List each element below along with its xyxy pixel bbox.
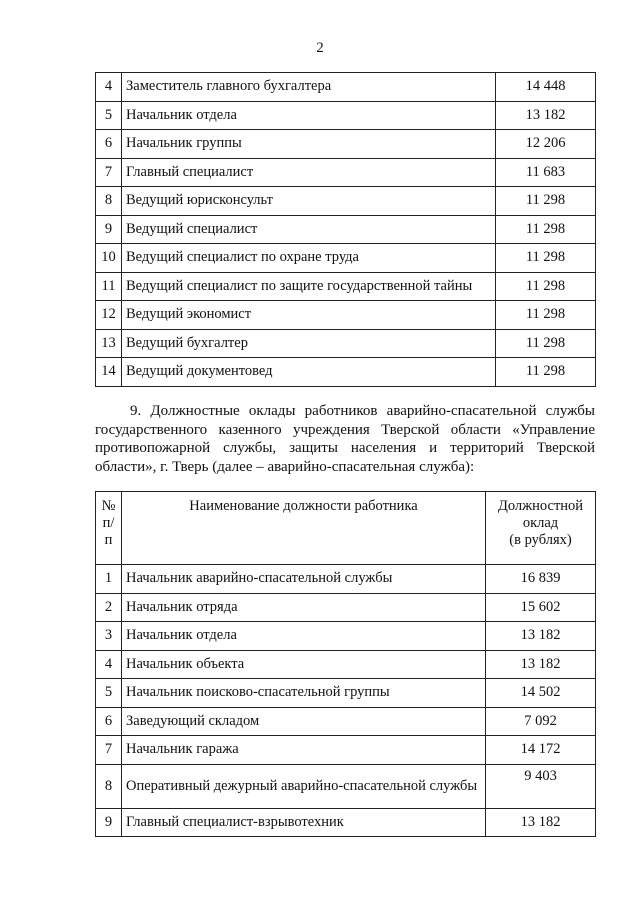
position-name: Ведущий документовед: [122, 358, 496, 387]
table-row: [96, 215, 596, 244]
table-row: [96, 650, 596, 679]
position-name: Заведующий складом: [122, 707, 486, 736]
position-name: Начальник объекта: [122, 650, 486, 679]
table-row: [96, 808, 596, 837]
position-name: Ведущий экономист: [122, 301, 496, 330]
row-number: 5: [96, 101, 122, 130]
position-name: Главный специалист: [122, 158, 496, 187]
table-row: [96, 130, 596, 159]
table-row: [96, 187, 596, 216]
paragraph-9: 9. Должностные оклады работников аварийно-спасательной службы государственного казенного учреждения Тверской области «Управление противопожарной службы, защиты населения и территорий Тверской области», г. Тверь (далее – аварийно-спасательная служба):: [95, 403, 595, 475]
header-number: [96, 492, 122, 565]
position-name: Ведущий бухгалтер: [122, 329, 496, 358]
position-name: Начальник отдела: [122, 622, 486, 651]
row-number: 8: [96, 764, 122, 808]
position-name: Ведущий юрисконсульт: [122, 187, 496, 216]
salary-value: 11 298: [496, 215, 596, 244]
table-row: [96, 622, 596, 651]
salary-value: 14 448: [496, 73, 596, 102]
table-row: [96, 329, 596, 358]
header-number-line1: №: [101, 498, 116, 514]
row-number: 4: [96, 650, 122, 679]
table-row: [96, 244, 596, 273]
table-row: [96, 707, 596, 736]
salary-value: 9 403: [486, 764, 596, 808]
row-number: 6: [96, 130, 122, 159]
salary-value: 11 298: [496, 329, 596, 358]
row-number: 12: [96, 301, 122, 330]
position-name: Ведущий специалист: [122, 215, 496, 244]
table-row: [96, 764, 596, 808]
position-name: Начальник поисково-спасательной группы: [122, 679, 486, 708]
row-number: 11: [96, 272, 122, 301]
position-name: Заместитель главного бухгалтера: [122, 73, 496, 102]
header-number-line2: п/п: [102, 515, 115, 548]
position-name: Главный специалист-взрывотехник: [122, 808, 486, 837]
row-number: 13: [96, 329, 122, 358]
salary-value: 7 092: [486, 707, 596, 736]
rescue-service-salary-table: [95, 491, 596, 837]
row-number: 5: [96, 679, 122, 708]
header-salary-line3: (в рублях): [509, 532, 572, 548]
row-number: 4: [96, 73, 122, 102]
position-name: Ведущий специалист по защите государственной тайны: [122, 272, 496, 301]
table-row: [96, 101, 596, 130]
table-row: [96, 593, 596, 622]
page-number: 2: [316, 40, 324, 56]
row-number: 2: [96, 593, 122, 622]
table-header-row: [96, 492, 596, 565]
salary-table-continued: [95, 72, 596, 387]
salary-value: 11 298: [496, 272, 596, 301]
table-row: [96, 272, 596, 301]
position-name: Начальник гаража: [122, 736, 486, 765]
salary-value: 13 182: [486, 808, 596, 837]
salary-value: 12 206: [496, 130, 596, 159]
salary-value: 11 683: [496, 158, 596, 187]
header-salary-line2: оклад: [522, 515, 559, 531]
salary-value: 11 298: [496, 301, 596, 330]
row-number: 10: [96, 244, 122, 273]
header-salary: [486, 492, 596, 565]
table-row: [96, 73, 596, 102]
row-number: 3: [96, 622, 122, 651]
row-number: 9: [96, 808, 122, 837]
table-row: [96, 736, 596, 765]
salary-value: 11 298: [496, 244, 596, 273]
row-number: 14: [96, 358, 122, 387]
row-number: 6: [96, 707, 122, 736]
salary-value: 14 502: [486, 679, 596, 708]
table-row: [96, 301, 596, 330]
table-row: [96, 679, 596, 708]
position-name: Ведущий специалист по охране труда: [122, 244, 496, 273]
position-name: Оперативный дежурный аварийно-спасательной службы: [122, 764, 486, 808]
salary-value: 11 298: [496, 187, 596, 216]
row-number: 7: [96, 158, 122, 187]
position-name: Начальник отряда: [122, 593, 486, 622]
position-name: Начальник отдела: [122, 101, 496, 130]
table-row: [96, 158, 596, 187]
salary-value: 14 172: [486, 736, 596, 765]
salary-value: 11 298: [496, 358, 596, 387]
salary-value: 16 839: [486, 565, 596, 594]
table-row: [96, 565, 596, 594]
salary-value: 13 182: [486, 622, 596, 651]
row-number: 1: [96, 565, 122, 594]
header-salary-line1: Должностной: [497, 498, 584, 514]
salary-value: 15 602: [486, 593, 596, 622]
row-number: 7: [96, 736, 122, 765]
position-name: Начальник группы: [122, 130, 496, 159]
salary-value: 13 182: [496, 101, 596, 130]
position-name: Начальник аварийно-спасательной службы: [122, 565, 486, 594]
header-position-name: Наименование должности работника: [122, 492, 486, 565]
row-number: 9: [96, 215, 122, 244]
table-row: [96, 358, 596, 387]
salary-value: 13 182: [486, 650, 596, 679]
row-number: 8: [96, 187, 122, 216]
